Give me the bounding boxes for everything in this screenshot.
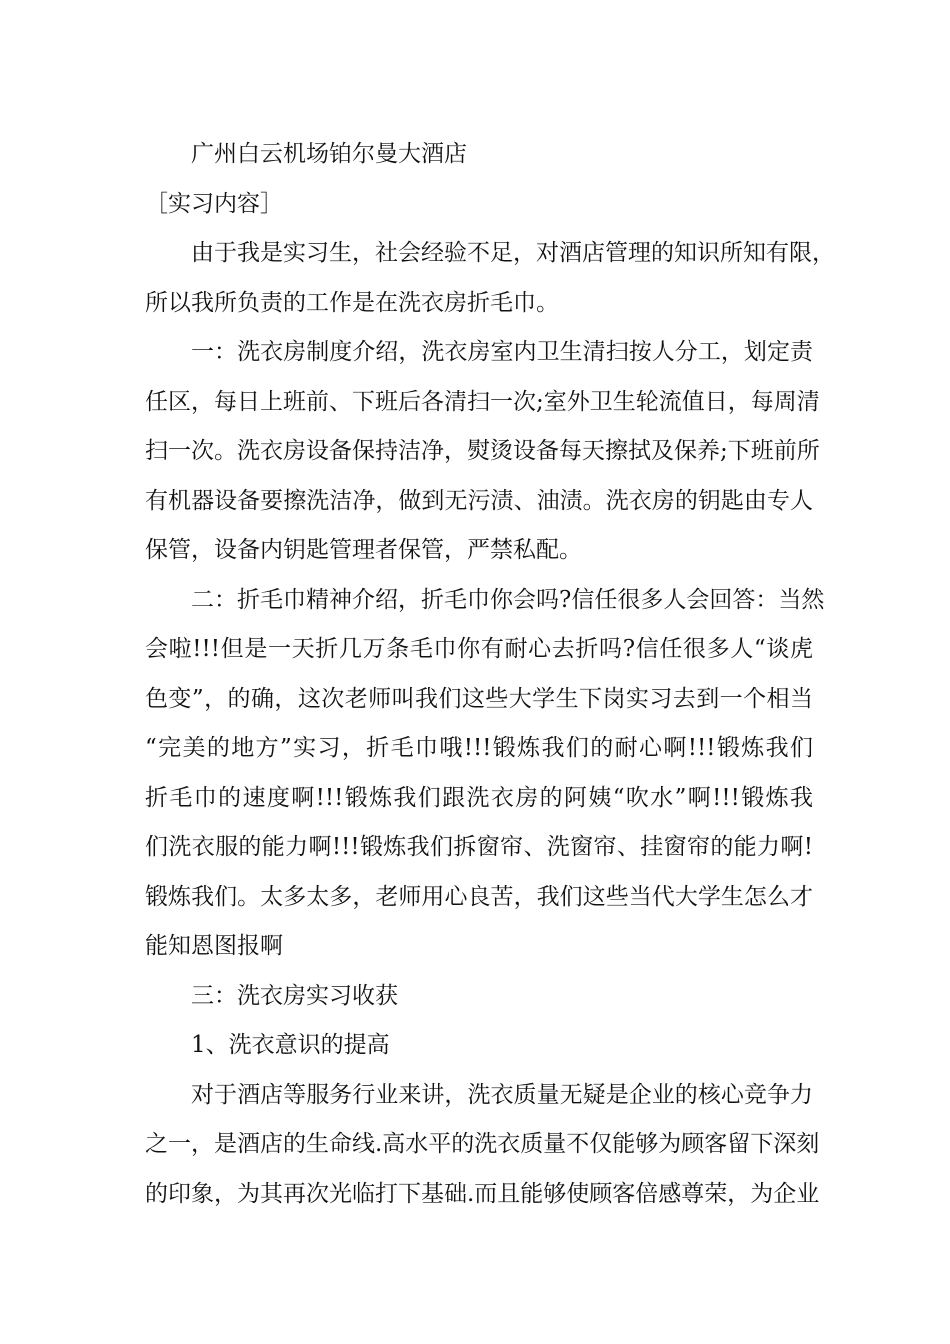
section-heading-line: 三：洗衣房实习收获: [191, 982, 398, 1009]
paragraph-line: 会啦!!!但是一天折几万条毛巾你有耐心去折吗?信任很多人“谈虎: [145, 636, 813, 662]
paragraph-line: 折毛巾的速度啊!!!锻炼我们跟洗衣房的阿姨“吹水”啊!!!锻炼我: [145, 784, 813, 811]
document-title-line: 广州白云机场铂尔曼大酒店: [191, 141, 467, 167]
paragraph-line: 任区，每日上班前、下班后各清扫一次;室外卫生轮流值日，每周清: [145, 388, 820, 415]
paragraph-line: 一：洗衣房制度介绍，洗衣房室内卫生清扫按人分工，划定责: [191, 339, 813, 365]
paragraph-line: “完美的地方”实习，折毛巾哦!!!锻炼我们的耐心啊!!!锻炼我们: [145, 735, 813, 761]
paragraph-line: 之一，是酒店的生命线.高水平的洗衣质量不仅能够为顾客留下深刻: [145, 1131, 820, 1157]
paragraph-line: 所以我所负责的工作是在洗衣房折毛巾。: [145, 289, 559, 316]
paragraph-line: 的印象，为其再次光临打下基础.而且能够使顾客倍感尊荣，为企业: [145, 1180, 820, 1207]
paragraph-line: 扫一次。洗衣房设备保持洁净，熨烫设备每天擦拭及保养;下班前所: [145, 438, 820, 464]
paragraph-line: 二：折毛巾精神介绍，折毛巾你会吗?信任很多人会回答：当然: [191, 586, 825, 613]
paragraph-line: 锻炼我们。太多太多，老师用心良苦，我们这些当代大学生怎么才: [145, 883, 813, 910]
paragraph-line: 对于酒店等服务行业来讲，洗衣质量无疑是企业的核心竞争力: [191, 1081, 813, 1108]
paragraph-line: 由于我是实习生，社会经验不足，对酒店管理的知识所知有限，: [191, 240, 835, 266]
paragraph-line: 保管，设备内钥匙管理者保管，严禁私配。: [145, 537, 582, 563]
paragraph-line: 能知恩图报啊: [145, 933, 283, 959]
paragraph-line: 色变”，的确，这次老师叫我们这些大学生下岗实习去到一个相当: [145, 685, 813, 712]
paragraph-line: 们洗衣服的能力啊!!!锻炼我们拆窗帘、洗窗帘、挂窗帘的能力啊!: [145, 834, 813, 860]
subsection-heading-line: 1、洗衣意识的提高: [191, 1032, 390, 1058]
paragraph-line: 有机器设备要擦洗洁净，做到无污渍、油渍。洗衣房的钥匙由专人: [145, 487, 813, 514]
document-body: [145, 130, 835, 1219]
section-heading-line: ［实习内容］: [145, 190, 283, 217]
